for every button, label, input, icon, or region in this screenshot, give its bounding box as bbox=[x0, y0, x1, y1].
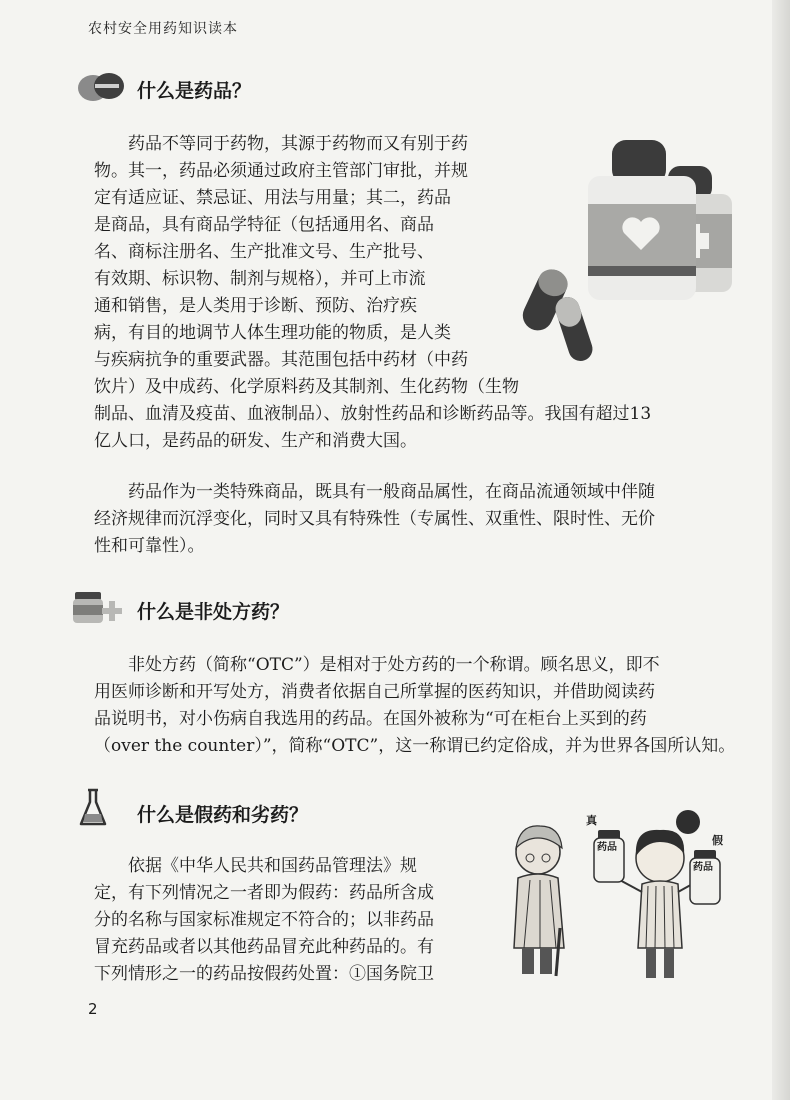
paragraph-otc bbox=[94, 652, 736, 760]
real-fake-medicine-illustration bbox=[500, 808, 740, 988]
real-label: 真 bbox=[586, 814, 597, 827]
heart-bottle-icon bbox=[588, 140, 696, 300]
text-line: 分的名称与国家标准规定不符合的；以非药品 bbox=[94, 910, 434, 930]
text-line: 依据《中华人民共和国药品管理法》规 bbox=[94, 856, 417, 876]
text-line: 与疾病抗争的重要武器。其范围包括中药材（中药 bbox=[94, 350, 468, 370]
text-line: 冒充药品或者以其他药品冒充此种药品的。有 bbox=[94, 937, 434, 957]
real-medicine-bottle-icon bbox=[594, 830, 624, 882]
medicine-bottles-illustration bbox=[520, 128, 740, 368]
medicine-bottle-plus-icon bbox=[72, 589, 124, 625]
text-line: 药品作为一类特殊商品，既具有一般商品属性，在商品流通领域中伴随 bbox=[94, 482, 655, 502]
real-bottle-text: 药品 bbox=[597, 842, 617, 853]
flask-icon bbox=[78, 788, 108, 828]
capsule-icon bbox=[520, 265, 596, 364]
text-line: 名、商标注册名、生产批准文号、生产批号、 bbox=[94, 242, 434, 262]
paragraph-fake-drugs bbox=[94, 853, 494, 988]
page-number: 2 bbox=[88, 1000, 98, 1018]
text-line: 药品不等同于药物，其源于药物而又有别于药 bbox=[94, 134, 468, 154]
paragraph-drugs-2 bbox=[94, 479, 714, 560]
text-line: 用医师诊断和开写处方，消费者依据自己所掌握的医药知识，并借助阅读药 bbox=[94, 682, 655, 702]
text-line: 定，有下列情况之一者即为假药：药品所含成 bbox=[94, 883, 434, 903]
text-line: 性和可靠性）。 bbox=[94, 536, 205, 556]
text-line: 下列情形之一的药品按假药处置：①国务院卫 bbox=[94, 964, 434, 984]
section-title-otc: 什么是非处方药？ bbox=[137, 601, 290, 623]
text-line: 经济规律而沉浮变化，同时又具有特殊性（专属性、双重性、限时性、无价 bbox=[94, 509, 655, 529]
page-edge-shadow bbox=[772, 0, 790, 1100]
text-line: 非处方药（简称“OTC”）是相对于处方药的一个称谓。顾名思义，即不 bbox=[94, 655, 660, 675]
text-line: 亿人口，是药品的研发、生产和消费大国。 bbox=[94, 431, 417, 451]
text-line: 定有适应证、禁忌证、用法与用量；其二，药品 bbox=[94, 188, 451, 208]
text-line: 品说明书，对小伤病自我选用的药品。在国外被称为“可在柜台上买到的药 bbox=[94, 709, 647, 729]
section-title-fake-drugs: 什么是假药和劣药？ bbox=[137, 804, 309, 826]
pill-capsule-icon bbox=[76, 70, 126, 104]
text-line: 制品、血清及疫苗、血液制品）、放射性药品和诊断药品等。我国有超过13 bbox=[94, 404, 652, 424]
text-line: 是商品，具有商品学特征（包括通用名、商品 bbox=[94, 215, 434, 235]
fake-medicine-bottle-icon bbox=[690, 850, 720, 904]
text-line: 病，有目的地调节人体生理功能的物质，是人类 bbox=[94, 323, 451, 343]
text-line: 饮片）及中成药、化学原料药及其制剂、生化药物（生物 bbox=[94, 377, 519, 397]
fake-bottle-text: 药品 bbox=[693, 862, 713, 873]
text-line: 有效期、标识物、制剂与规格），并可上市流 bbox=[94, 269, 426, 289]
text-line: 物。其一，药品必须通过政府主管部门审批，并规 bbox=[94, 161, 468, 181]
text-line: 通和销售，是人类用于诊断、预防、治疗疾 bbox=[94, 296, 417, 316]
running-head: 农村安全用药知识读本 bbox=[88, 21, 238, 37]
elderly-woman-figure bbox=[514, 826, 564, 976]
girl-figure bbox=[616, 810, 700, 978]
text-line: （over the counter）”，简称“OTC”，这一称谓已约定俗成，并为世界各国所认知。 bbox=[94, 736, 736, 756]
fake-label: 假 bbox=[712, 834, 723, 847]
section-title-drugs: 什么是药品？ bbox=[137, 80, 252, 102]
